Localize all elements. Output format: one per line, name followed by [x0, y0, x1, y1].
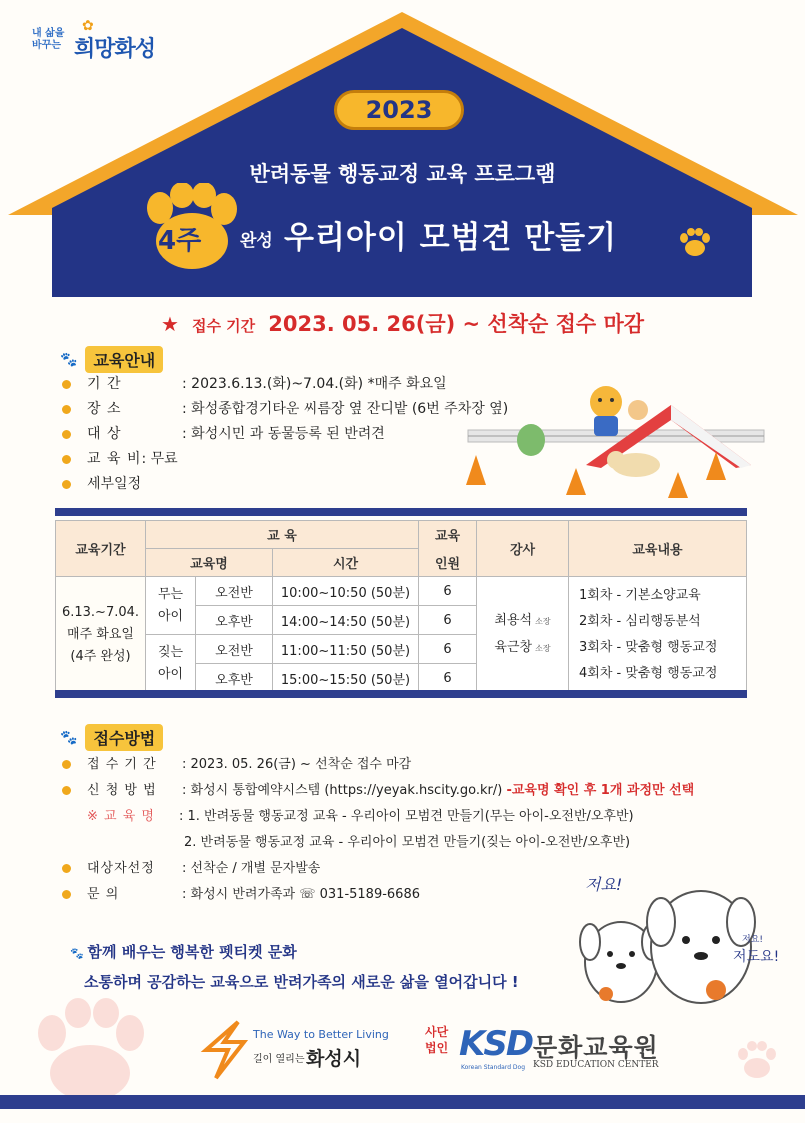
apply-key: ※ 교 육 명: [87, 809, 155, 824]
closing-message: [70, 938, 519, 996]
closing-line-1: [70, 938, 519, 968]
schedule-table: [55, 520, 747, 693]
complete-label: 완성: [240, 231, 273, 251]
people-cell: 6: [419, 664, 477, 693]
info-item-target: [62, 422, 508, 447]
info-item-place: [62, 397, 508, 422]
time-cell: 11:00~11:50 (50분): [273, 635, 419, 664]
group-name-line: 짖는: [157, 644, 184, 660]
closing-text: 함께 배우는 행복한 펫티켓 문화: [87, 943, 297, 961]
agility-illustration: [466, 380, 766, 500]
paw-icon: 🐾: [60, 729, 78, 746]
ksd-education-logo: [425, 1022, 695, 1082]
bullet-icon: [62, 760, 71, 769]
apply-value: 1. 반려동물 행동교정 교육 - 우리아이 모범견 만들기(무는 아이-오전반/오후반): [187, 809, 634, 824]
apply-value: 화성시 반려가족과 ☏ 031-5189-6686: [190, 887, 420, 902]
hwaseong-slogan-logo: [32, 18, 162, 68]
apply-sep: :: [179, 809, 188, 824]
header-education: 교 육: [146, 521, 419, 549]
content-cell: [569, 577, 747, 693]
apply-sep: :: [182, 861, 191, 876]
city-slogan-en: The Way to Better Living: [253, 1028, 389, 1041]
info-value: 화성시민 과 동물등록 된 반려견: [191, 426, 385, 442]
header-people-bottom: 인원: [419, 549, 477, 577]
period-line: 6.13.~7.04.: [61, 604, 140, 620]
people-cell: 6: [419, 635, 477, 664]
info-key: 세부일정: [87, 476, 142, 492]
instructor-title: 소장: [535, 616, 551, 626]
education-info-list: [62, 372, 508, 497]
section-title: 교육안내: [85, 346, 163, 373]
header-content: 교육내용: [569, 521, 747, 577]
speech-bubble-2: 저도요!: [733, 949, 780, 965]
instructor-name: 육근창: [494, 639, 533, 655]
people-cell: 6: [419, 577, 477, 606]
header-time: 시간: [273, 549, 419, 577]
bullet-icon: [62, 455, 71, 464]
section-title: 접수방법: [85, 724, 163, 751]
instructor-line: [477, 635, 568, 662]
apply-key: 신 청 방 법: [87, 783, 157, 798]
bullet-icon: [62, 786, 71, 795]
apply-key: 대상자선정: [87, 861, 155, 876]
corp-label-line: 사단: [425, 1025, 449, 1039]
small-paw-icon: [678, 228, 712, 258]
time-cell: 10:00~10:50 (50분): [273, 577, 419, 606]
apply-key: 접 수 기 간: [87, 757, 157, 772]
info-item-fee: [62, 447, 508, 472]
registration-period: [0, 308, 805, 338]
content-line: 1회차 - 기본소양교육: [579, 587, 701, 603]
time-cell: 14:00~14:50 (50분): [273, 606, 419, 635]
bullet-icon: [62, 890, 71, 899]
content-line: 2회차 - 심리행동분석: [579, 613, 701, 629]
group-name-line: 무는: [157, 586, 184, 602]
star-icon: ★: [160, 312, 179, 336]
info-key: 대 상: [87, 426, 122, 442]
content-line: 4회차 - 맞춤형 행동교정: [579, 665, 718, 681]
info-sep: :: [141, 451, 151, 467]
corp-label: [425, 1024, 451, 1056]
decorative-paw-icon: [30, 995, 150, 1105]
group-name-line: 아이: [157, 666, 184, 682]
group-name-cell: [146, 577, 196, 635]
footer-bar: [0, 1095, 805, 1109]
slot-cell: 오전반: [196, 635, 273, 664]
paw-icon: 🐾: [60, 351, 78, 368]
hwaseong-city-logo: [198, 1020, 389, 1080]
program-title: 반려동물 행동교정 교육 프로그램: [249, 162, 556, 186]
period-line: 매주 화요일: [67, 626, 134, 642]
apply-method: [62, 778, 694, 804]
application-heading: [60, 724, 163, 751]
group-name-cell: [146, 635, 196, 693]
apply-value: 2023. 05. 26(금) ~ 선착순 접수 마감: [190, 757, 412, 772]
city-emblem-icon: [198, 1020, 248, 1080]
org-name-en: KSD EDUCATION CENTER: [533, 1060, 659, 1070]
instructor-name: 최용석: [494, 612, 533, 628]
apply-sep: :: [182, 783, 191, 798]
period-line: (4주 완성): [70, 648, 131, 664]
instructor-cell: [477, 577, 569, 693]
apply-sep: :: [182, 757, 191, 772]
apply-value: 선착순 / 개별 문자발송: [190, 861, 321, 876]
apply-period: [62, 752, 694, 778]
table-bottom-bar: [55, 690, 747, 698]
year-badge: 2023: [334, 90, 464, 130]
info-key: 장 소: [87, 401, 122, 417]
header-period: 교육기간: [56, 521, 146, 577]
flower-icon: ✿: [82, 18, 94, 34]
people-cell: 6: [419, 606, 477, 635]
header-people-top: 교육: [419, 521, 477, 549]
table-top-bar: [55, 508, 747, 516]
week-badge: 4주: [158, 226, 202, 256]
info-value: 무료: [150, 451, 178, 467]
bullet-icon: [62, 380, 71, 389]
info-key: 교 육 비: [87, 451, 142, 467]
period-cell: [56, 577, 146, 693]
org-abbr: KSD: [459, 1024, 533, 1064]
info-value: 화성종합경기타운 씨름장 옆 잔디밭 (6번 주차장 옆): [191, 401, 509, 417]
city-slogan-small: 길이 열리는: [253, 1054, 305, 1065]
education-info-heading: [60, 346, 163, 373]
speech-bubble-small: 저요!: [742, 935, 763, 945]
apply-key: 문 의: [87, 887, 120, 902]
org-name: 문화교육원: [533, 1033, 659, 1062]
info-value: 2023.6.13.(화)~7.04.(화) *매주 화요일: [191, 376, 447, 392]
content-line: 3회차 - 맞춤형 행동교정: [579, 639, 718, 655]
registration-label: 접수 기간: [191, 317, 256, 335]
time-cell: 15:00~15:50 (50분): [273, 664, 419, 693]
info-sep: :: [182, 401, 192, 417]
info-sep: :: [182, 426, 192, 442]
apply-course-2: [62, 830, 694, 856]
apply-value: 화성시 통합예약시스템 (https://yeyak.hscity.go.kr/): [190, 783, 503, 798]
decorative-paw-icon: [735, 1040, 779, 1080]
corp-label-line: 법인: [425, 1041, 449, 1055]
bullet-icon: [62, 864, 71, 873]
slogan-main: 희망화성: [74, 37, 156, 62]
registration-value: 2023. 05. 26(금) ~ 선착순 접수 마감: [268, 312, 645, 336]
bullet-icon: [62, 405, 71, 414]
main-title: 우리아이 모범견 만들기: [284, 220, 618, 256]
apply-course: [62, 804, 694, 830]
apply-highlight: -교육명 확인 후 1개 과정만 선택: [506, 783, 695, 798]
org-sub: Korean Standard Dog: [461, 1064, 526, 1071]
slot-cell: 오후반: [196, 606, 273, 635]
city-name: 화성시: [306, 1048, 362, 1070]
slot-cell: 오후반: [196, 664, 273, 693]
bullet-icon: [62, 430, 71, 439]
info-item-schedule: [62, 472, 508, 497]
speech-bubble-1: 저요!: [585, 875, 623, 894]
apply-sep: :: [182, 887, 191, 902]
slot-cell: 오전반: [196, 577, 273, 606]
bullet-icon: [62, 480, 71, 489]
info-sep: :: [182, 376, 192, 392]
instructor-line: [477, 608, 568, 635]
header-course-name: 교육명: [146, 549, 273, 577]
apply-value: 2. 반려동물 행동교정 교육 - 우리아이 모범견 만들기(짖는 아이-오전반/오후반): [184, 835, 631, 850]
group-name-line: 아이: [157, 608, 184, 624]
header-instructor: 강사: [477, 521, 569, 577]
closing-line-2: 소통하며 공감하는 교육으로 반려가족의 새로운 삶을 열어갑니다 !: [84, 973, 519, 991]
instructor-title: 소장: [535, 643, 551, 653]
info-item-period: [62, 372, 508, 397]
slogan-small: 내 삶을 바꾸는: [32, 28, 65, 51]
paw-icon: 🐾: [70, 947, 88, 960]
info-key: 기 간: [87, 376, 122, 392]
